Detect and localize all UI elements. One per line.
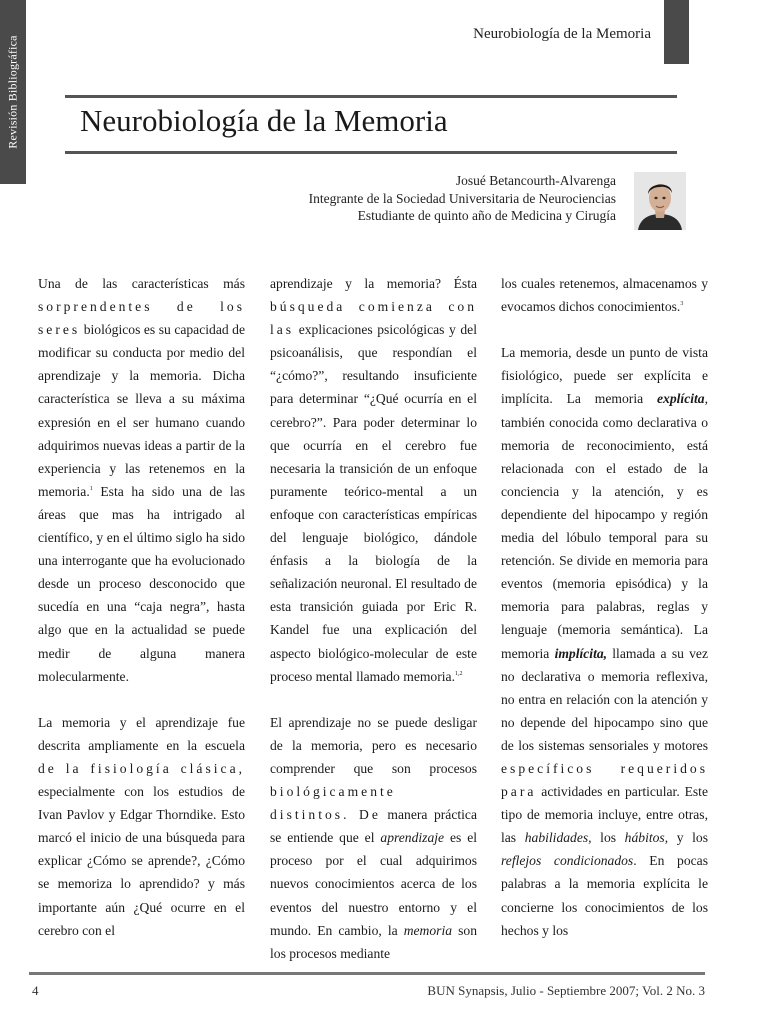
paragraph: los cuales retenemos, almacenamos y evocamos dichos conocimientos.$^3$ bbox=[501, 276, 708, 315]
term-explicita: explícita bbox=[657, 391, 705, 407]
text-column-1 bbox=[38, 272, 245, 965]
term-implicita: implícita, bbox=[554, 645, 608, 661]
title-top-rule bbox=[65, 95, 677, 98]
citation: 1,2 bbox=[454, 670, 463, 677]
corner-marker bbox=[664, 0, 689, 64]
title-bottom-rule bbox=[65, 151, 677, 154]
running-head: Neurobiología de la Memoria bbox=[473, 26, 651, 42]
citation: 1 bbox=[89, 485, 93, 492]
paragraph: Una de las características más sorprendentes de los seres biológicos es su capacidad de modificar su conducta por medio del aprendizaje y la memoria. Dicha característica se lleva a su máxima expresión en el ser humano cuando adquirimos nuevas ideas a partir de la experiencia y las retenemos en la memoria.$^1$ Esta ha sido una de las áreas que mas ha intrigado al científico, y en el último siglo ha sido una interrogante que ha evolucionado desde un proceso desconocido que sucedía en una “caja negra”, hasta algo que en la actualidad se puede medir de alguna manera molecularmente. bbox=[38, 276, 246, 684]
paragraph: La memoria y el aprendizaje fue descrita ampliamente en la escuela de la fisiología clásica, especialmente con los estudios de Ivan Pavlov y Edgar Thorndike. Esto marcó el inicio de una búsqueda para explicar ¿Cómo se aprende?, ¿Cómo se memoriza lo aprendido? y más importante aún ¿Qué ocurre en el cerebro con el bbox=[38, 714, 245, 938]
citation: 3 bbox=[680, 301, 684, 308]
term-habilidades: habilidades, bbox=[524, 830, 592, 846]
section-tab bbox=[0, 0, 26, 184]
page-number: 4 bbox=[32, 983, 39, 998]
paragraph: aprendizaje y la memoria? Ésta búsqueda comienza con las explicaciones psicológicas y del psicoanálisis, que respondían el “¿cómo?”, resultando insuficiente para determinar “¿Qué ocurría en el cerebro?”. Para poder determinar lo que ocurría en el cerebro fue necesaria la transición de un enfoque puramente teórico-mental a un enfoque con características empíricas del lenguaje biológico, dándole énfasis a la biología de la señalización neuronal. El resultado de esta transición guiada por Eric R. Kandel fue una explicación del aspecto biológico-molecular de este proceso mental llamado memoria.$^{1,2}$ bbox=[270, 276, 477, 684]
journal-citation: BUN Synapsis, Julio - Septiembre 2007; Vol. 2 No. 3 bbox=[427, 983, 705, 998]
paragraph: La memoria, desde un punto de vista fisiológico, puede ser explícita e implícita. La memoria explícita, también conocida como declarativa o memoria de reconocimiento, está relacionada con el estado de la conciencia y la atención, y es dependiente del hipocampo y región media del lóbulo temporal para su retención. Se divide en memoria para eventos (memoria episódica) y la memoria para palabras, reglas y lenguaje (memoria semántica). La memoria implícita, llamada a su vez no declarativa o memoria reflexiva, no entra en relación con la atención y no depende del hipocampo sino que de los sistemas sensoriales y motores específicos requeridos para actividades en particular. Este tipo de memoria incluye, entre otras, las habilidades, los hábitos, y los reflejos condicionados. En pocas palabras a la memoria explícita le concierne los conocimientos de los hechos y los bbox=[501, 345, 708, 938]
author-portrait-icon bbox=[634, 172, 686, 230]
author-status: Estudiante de quinto año de Medicina y Cirugía bbox=[357, 208, 616, 223]
text-column-3 bbox=[501, 272, 708, 965]
author-name: Josué Betancourth-Alvarenga bbox=[455, 173, 616, 188]
text-column-2 bbox=[270, 272, 477, 988]
term-aprendizaje: aprendizaje bbox=[380, 830, 445, 846]
author-affiliation: Integrante de la Sociedad Universitaria de Neurociencias bbox=[308, 190, 616, 206]
term-habitos: hábitos bbox=[624, 830, 665, 846]
footer-rule bbox=[29, 972, 705, 975]
author-block bbox=[309, 172, 616, 225]
author-photo bbox=[634, 172, 686, 230]
article-title: Neurobiología de la Memoria bbox=[80, 103, 448, 138]
paragraph: El aprendizaje no se puede desligar de la memoria, pero es necesario comprender que son procesos biológicamente distintos. De manera práctica se entiende que el aprendizaje es el proceso por el cual adquirimos nuevos conocimientos acerca de los eventos del nuestro entorno y el mundo. En cambio, la memoria son los procesos mediante bbox=[270, 714, 477, 961]
term-reflejos: reflejos condicionados bbox=[501, 853, 634, 869]
section-tab-label: Revisión Bibliográfica bbox=[5, 35, 20, 149]
term-memoria: memoria bbox=[403, 922, 453, 938]
